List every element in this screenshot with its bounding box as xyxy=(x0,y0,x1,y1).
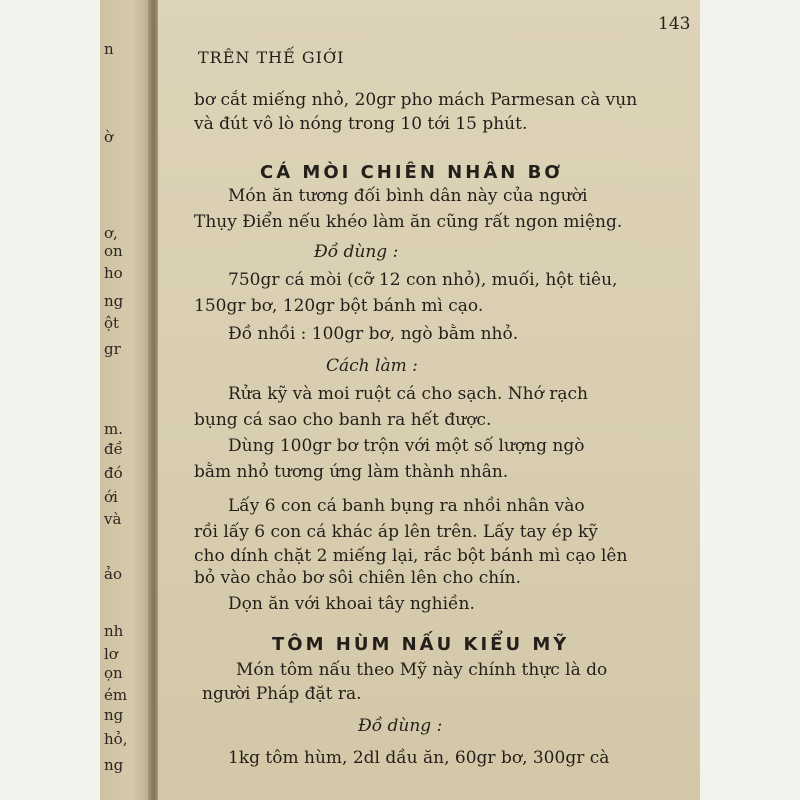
running-head: TRÊN THẾ GIỚI xyxy=(198,48,345,67)
left-page-fragment: ém xyxy=(104,686,128,704)
body-line: 750gr cá mòi (cỡ 12 con nhỏ), muối, hột tiêu, xyxy=(228,270,618,290)
left-page-fragment: lơ xyxy=(104,645,118,663)
body-line: rồi lấy 6 con cá khác áp lên trên. Lấy tay ép kỹ xyxy=(194,522,598,542)
right-page xyxy=(158,0,700,800)
body-line: 150gr bơ, 120gr bột bánh mì cạo. xyxy=(194,296,484,316)
left-page-fragment: ờ xyxy=(104,128,114,146)
left-page-fragment: on xyxy=(104,242,123,260)
body-line: Dọn ăn với khoai tây nghiền. xyxy=(228,594,475,614)
body-line: bỏ vào chảo bơ sôi chiên lên cho chín. xyxy=(194,568,522,588)
left-page xyxy=(100,0,152,800)
recipe-title: CÁ MÒI CHIÊN NHÂN BƠ xyxy=(260,162,564,183)
body-line: 1kg tôm hùm, 2dl dầu ăn, 60gr bơ, 300gr cà xyxy=(228,748,610,768)
body-line: Món ăn tương đối bình dân này của người xyxy=(228,186,588,206)
page-number: 143 xyxy=(658,14,691,34)
body-line: bụng cá sao cho banh ra hết được. xyxy=(194,410,492,430)
section-heading: Đồ dùng : xyxy=(314,242,399,262)
left-page-fragment: ng xyxy=(104,756,124,774)
body-line: cho dính chặt 2 miếng lại, rắc bột bánh mì cạo lên xyxy=(194,546,628,566)
body-line: Đồ nhồi : 100gr bơ, ngò bằm nhỏ. xyxy=(228,324,519,344)
body-line: Rửa kỹ và moi ruột cá cho sạch. Nhớ rạch xyxy=(228,384,588,404)
left-page-fragment: gr xyxy=(104,340,121,358)
body-line: bơ cắt miếng nhỏ, 20gr pho mách Parmesan cà vụn xyxy=(194,90,638,110)
left-page-fragment: ọn xyxy=(104,664,123,682)
section-heading: Đồ dùng : xyxy=(358,716,443,736)
left-page-fragment: ột xyxy=(104,314,120,332)
left-page-fragment: ơ, xyxy=(104,224,118,242)
section-heading: Cách làm : xyxy=(326,356,418,376)
left-page-fragment: và xyxy=(104,510,122,528)
body-line: và đút vô lò nóng trong 10 tới 15 phút. xyxy=(194,114,528,134)
body-line: Dùng 100gr bơ trộn với một số lượng ngò xyxy=(228,436,585,456)
left-page-fragment: đó xyxy=(104,464,123,482)
body-line: Món tôm nấu theo Mỹ này chính thực là do xyxy=(236,660,608,680)
left-page-fragment: m. xyxy=(104,420,123,438)
recipe-title: TÔM HÙM NẤU KIỂU MỸ xyxy=(272,634,570,655)
left-page-fragment: ng xyxy=(104,706,124,724)
left-page-fragment: nh xyxy=(104,622,124,640)
left-page-fragment: ảo xyxy=(104,565,122,583)
left-page-fragment: ới xyxy=(104,488,118,506)
body-line: bằm nhỏ tương ứng làm thành nhân. xyxy=(194,462,509,482)
body-line: người Pháp đặt ra. xyxy=(202,684,362,704)
body-line: Lấy 6 con cá banh bụng ra nhồi nhân vào xyxy=(228,496,585,516)
left-page-fragment: ho xyxy=(104,264,123,282)
open-book xyxy=(100,0,700,800)
left-page-fragment: đề xyxy=(104,440,123,458)
left-page-fragment: ng xyxy=(104,292,124,310)
body-line: Thụy Điển nếu khéo làm ăn cũng rất ngon miệng. xyxy=(194,212,623,232)
left-page-fragment: hỏ, xyxy=(104,730,128,748)
left-page-fragment: n xyxy=(104,40,114,58)
